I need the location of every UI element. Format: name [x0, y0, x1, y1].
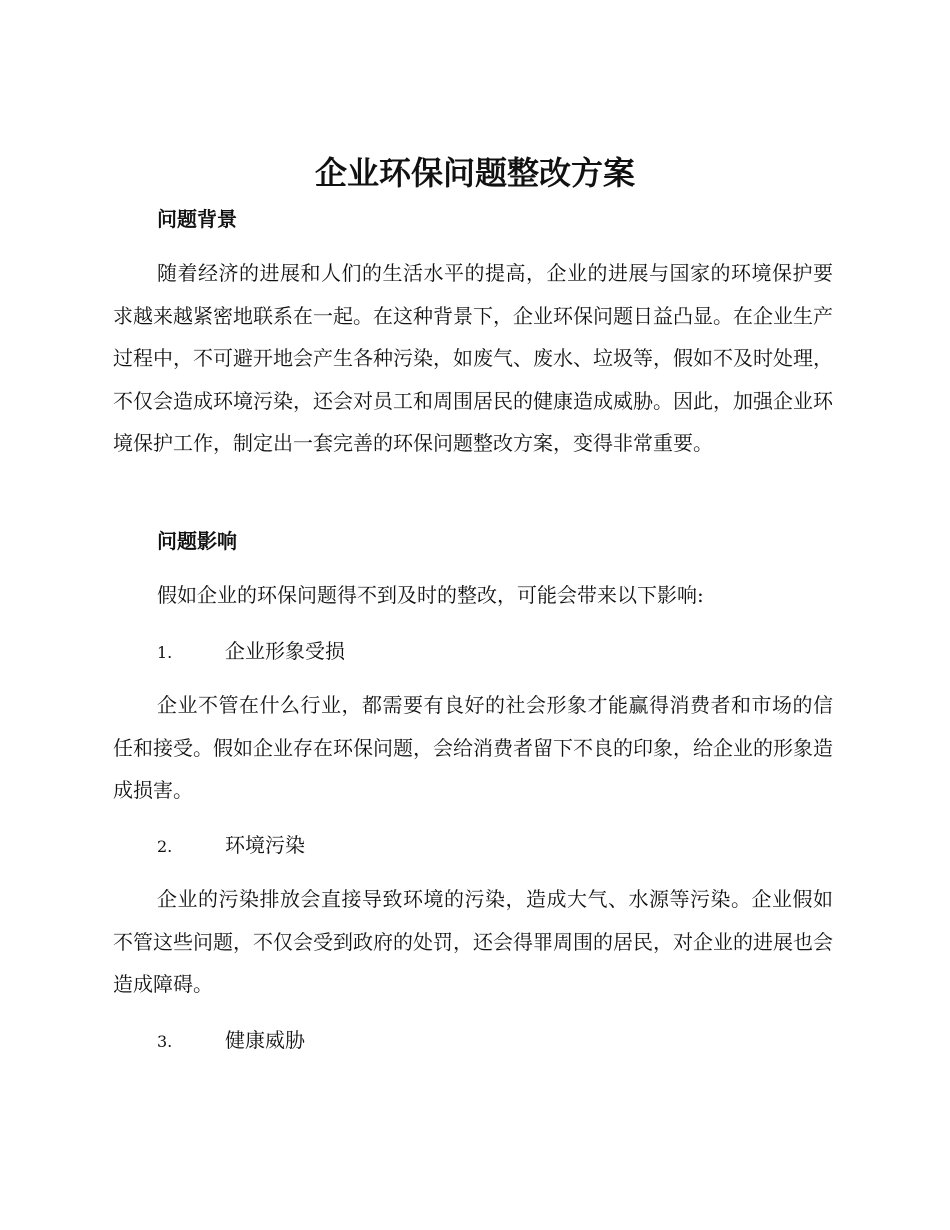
list-item-3 — [157, 1025, 305, 1057]
item-2-paragraph: 企业的污染排放会直接导致环境的污染，造成大气、水源等污染。企业假如不管这些问题，不仅会受到政府的处罚，还会得罪周围的居民，对企业的进展也会造成障碍。 — [113, 887, 833, 996]
list-item-title: 环境污染 — [225, 833, 305, 857]
section-heading-impact: 问题影响 — [157, 529, 237, 553]
list-item-title: 健康威胁 — [225, 1028, 305, 1052]
impact-intro-paragraph: 假如企业的环保问题得不到及时的整改，可能会带来以下影响: — [157, 583, 704, 607]
background-paragraph: 随着经济的进展和人们的生活水平的提高，企业的进展与国家的环境保护要求越来越紧密地联系在一起。在这种背景下，企业环保问题日益凸显。在企业生产过程中，不可避开地会产生各种污染，如废气、废水、垃圾等，假如不及时处理，不仅会造成环境污染，还会对员工和周围居民的健康造成威胁。因此，加强企业环境保护工作，制定出一套完善的环保问题整改方案，变得非常重要。 — [113, 261, 833, 455]
list-item-title: 企业形象受损 — [225, 639, 345, 663]
list-item-1 — [157, 636, 345, 668]
item-1-paragraph: 企业不管在什么行业，都需要有良好的社会形象才能赢得消费者和市场的信任和接受。假如企业存在环保问题，会给消费者留下不良的印象，给企业的形象造成损害。 — [113, 693, 833, 802]
list-item-number: 1. — [157, 643, 173, 662]
document-title: 企业环保问题整改方案 — [314, 154, 635, 192]
list-item-2 — [157, 830, 305, 862]
list-item-number: 3. — [157, 1032, 173, 1051]
list-item-number: 2. — [157, 837, 173, 856]
section-heading-background: 问题背景 — [157, 207, 237, 231]
